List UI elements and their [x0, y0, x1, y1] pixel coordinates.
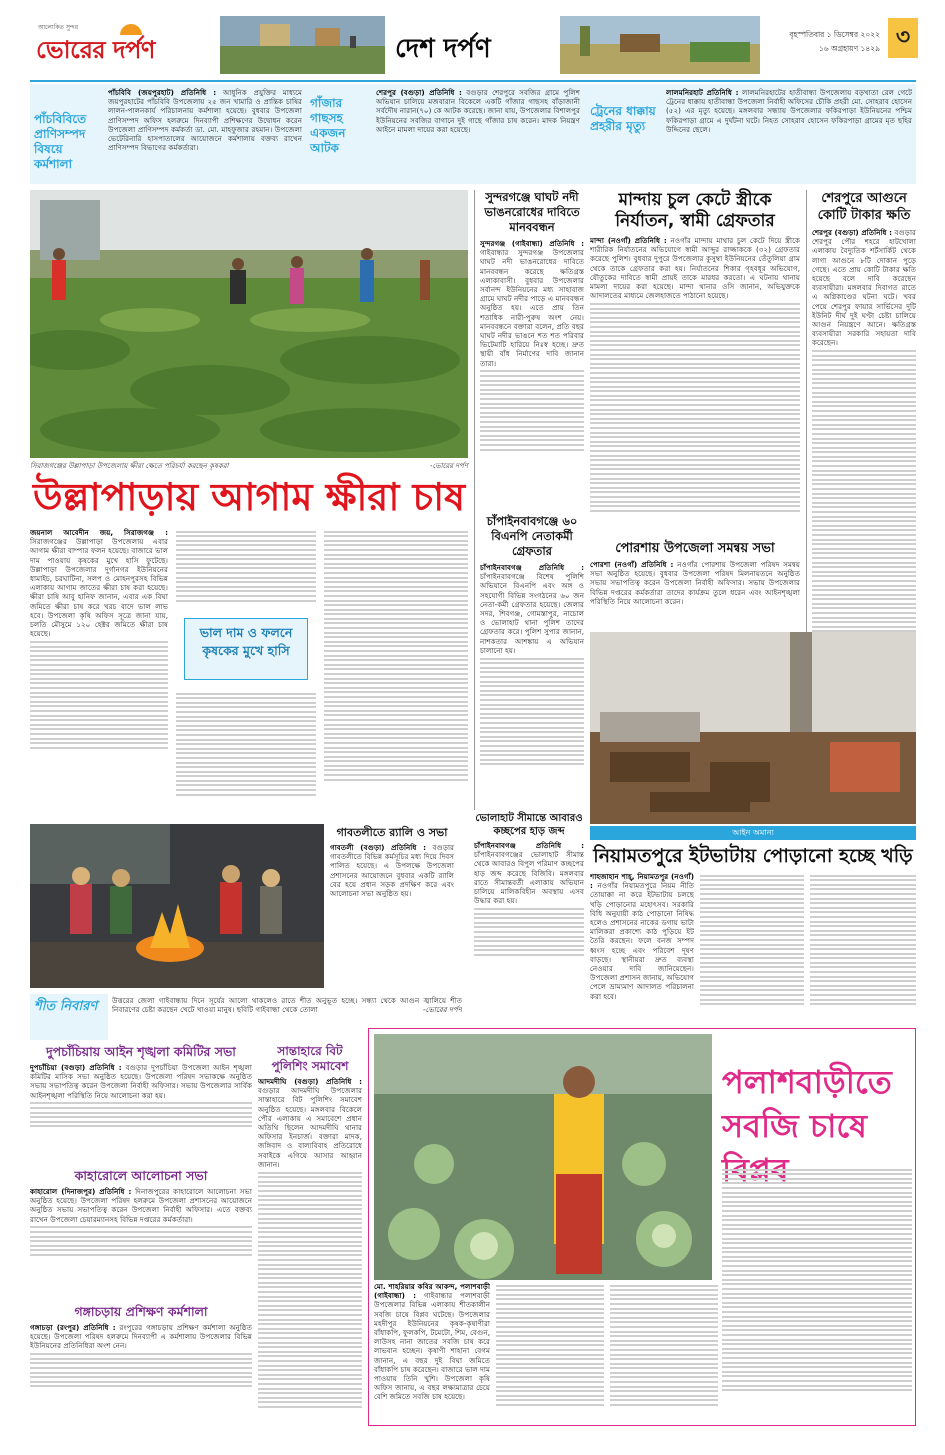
date-line-1: বৃহস্পতিবার ১ ডিসেম্বর ২০২২ — [789, 30, 880, 39]
label-text: আইন অমান্য — [732, 828, 774, 837]
cabbage-field-photo — [374, 1034, 712, 1280]
story-body — [30, 1187, 252, 1299]
divider — [474, 190, 475, 810]
body-text: গাইবান্ধার পলাশবাড়ী উপজেলার বিভিন্ন এলাকায় শীতকালীন সবজি চাষে বিপ্লব ঘটেছে। উপজেলার মহদীপুর ইউনিয়নের কৃষক-কৃষাণীরা বাঁধাকপি, ফুলকপি, টমেটো, শিম, বেগুন, লাউসহ নানা জাতের সবজি চাষ করে লাভবান হচ্ছেন। কৃষাণী শাহানা বেগম জানান, এ বছর দুই বিঘা জমিতে বাঁধাকপি চাষ করেছেন। বাজারে ভাল দাম পাওয়ায় তিনি খুশি। উপজেলা কৃষি অফিস জানায়, এ বছর লক্ষ্যমাত্রার চেয়ে বেশি জমিতে সবজি চাষ হয়েছে। — [374, 1291, 490, 1402]
dateline: গঙ্গাচড়া (রংপুর) প্রতিনিধি : — [30, 1323, 116, 1332]
dateline: পাঁচবিবি (জয়পুরহাট) প্রতিনিধি : — [108, 88, 217, 97]
story-chapai — [480, 514, 584, 814]
body-text: সিরাজগঞ্জের উল্লাপাড়া উপজেলায় এবার আগাম ক্ষীরা বাম্পার ফলন হয়েছে। বাজারে ভাল দাম পাওয়ায় কৃষকের মুখে হাসি ফুটেছে। উল্লাপাড়া উপজেলার দুর্গানগর ইউনিয়নের ধামাইচ, চরঘাটিনা, সলপ ও মোহনপুরসহ বিভিন্ন এলাকায় আগাম জাতের ক্ষীরা চাষ করা হয়েছে। ক্ষীরা চাষি আবু হানিফ জানান, এবার এক বিঘা জমিতে ক্ষীরা চাষ করে খরচ বাদে ভাল লাভ হবে। উপজেলা কৃষি অফিস সূত্রে জানা যায়, চলতি মৌসুমে ১২০ হেক্টর জমিতে ক্ষীরা চাষ হয়েছে। — [30, 537, 168, 639]
pullquote-box — [184, 618, 308, 680]
palash-headline: পলাশবাড়ীতে সবজি চাষে — [722, 1063, 892, 1145]
text-lines — [176, 531, 316, 602]
story-porsha — [590, 540, 800, 630]
col-1 — [590, 872, 694, 1022]
niamatpur-headline: নিয়ামতপুরে ইটভাটায় পোড়ানো হচ্ছে খড়ি — [593, 845, 913, 867]
story-gangachara — [30, 1304, 252, 1424]
story-train — [590, 88, 912, 180]
dateline: সুন্দরগঞ্জ (গাইবান্ধা) প্রতিনিধি : — [480, 239, 584, 248]
body-text: বগুড়ার শেরপুর পৌর শহরে হাটখোলা এলাকায় বৈদ্যুতিক শর্টসার্কিট থেকে লাগা আগুনে ৮টি দোকান পুড়ে গেছে। এতে প্রায় কোটি টাকার ক্ষতি হয়েছে বলে দাবি করেছেন ব্যবসায়ীরা। মঙ্গলবার দিবাগত রাতে এ অগ্নিকাণ্ডের ঘটনা ঘটে। খবর পেয়ে শেরপুর ফায়ার সার্ভিসের দুটি ইউনিট দীর্ঘ দুই ঘণ্টা চেষ্টা চালিয়ে আগুন নিয়ন্ত্রণে আনে। ক্ষতিগ্রস্ত ব্যবসায়ীরা সরকারি সহায়তা দাবি করেছেন। — [812, 228, 916, 348]
logo-text: ভোরের দর্পণ — [36, 36, 155, 64]
col-3 — [324, 528, 468, 818]
story-body — [376, 88, 580, 180]
story-body — [666, 88, 912, 180]
headline: পোরশায় উপজেলা সমন্বয় সভা — [615, 541, 775, 556]
tagline: আলোকিত সুন্দর — [38, 24, 79, 31]
body-text: বগুড়ার দুপচাঁচিয়া উপজেলা আইন শৃঙ্খলা কমিটির মাসিক সভা অনুষ্ঠিত হয়েছে। উপজেলা পরিষদ সভাকক্ষে অনুষ্ঠিত সভায় সভাপতিত্ব করেন উপজেলা নির্বাহী অফিসার। সভায় উপজেলার সার্বিক আইনশৃঙ্খলা পরিস্থিতি নিয়ে আলোচনা করা হয়। — [30, 1063, 252, 1100]
cucumber-field-photo — [30, 190, 468, 458]
caption-dateline: মো. শাহরিয়ার কবির আকন্দ, পলাশবাড়ী (গাইবান্ধা) : — [374, 1282, 490, 1301]
niamatpur-label-bar — [590, 826, 916, 840]
story-body — [330, 843, 454, 929]
palash-right-column — [722, 1166, 912, 1394]
photo-credit: -ভোরের দর্পণ — [429, 462, 468, 470]
dateline: শেরপুর (বগুড়া) প্রতিনিধি : — [812, 228, 893, 237]
col-2 — [700, 872, 804, 1008]
story-gabtoli — [330, 826, 454, 930]
winter-fire-photo — [30, 824, 324, 988]
dateline: মান্দা (নওগাঁ) প্রতিনিধি : — [590, 236, 667, 245]
headline: গাঁজার গাছসহ একজন আটক — [310, 96, 346, 155]
masthead — [30, 14, 916, 76]
photo-credit: -ভোরের দর্পণ — [422, 1005, 462, 1015]
story-kaharol — [30, 1168, 252, 1300]
caption-text: সিরাজগঞ্জের উল্লাপাড়া উপজেলায় ক্ষীরা ক্ষেতে পরিচর্যা করছেন কৃষকরা — [30, 462, 229, 470]
body-text: বগুড়ার শেরপুরে সবজির গ্রামে পুলিশ অভিযান চালিয়ে মজবারান বিকেলে একটি গাঁজার গাছসহ বাঁড়াজানী সর্বদৌষ নারান(৭০) কে আটক করেছে। জানা যায়, উপজেলার বিশালপুর ইউনিয়নের সবজির বাগানে দুই গাছে গাঁজার চাষ করেন। মাদক নিয়ন্ত্রণ আইনে মামলা দায়ের করা হয়েছে। — [376, 88, 580, 134]
headline: ট্রেনের ধাক্কায় প্রহরীর মৃত্যু — [590, 104, 656, 133]
story-santahar — [258, 1044, 362, 1424]
dateline: শাহজাহান শাহ্, নিয়ামতপুর (নওগাঁ) : — [590, 872, 694, 891]
date-line-2: ১৬ অগ্রহায়ণ ১৪২৯ — [818, 44, 880, 53]
col-3 — [810, 872, 916, 1008]
body-text: নওগাঁর পোরশায় উপজেলা পরিষদ সমন্বয় সভা অনুষ্ঠিত হয়েছে। বুধবার উপজেলা পরিষদ মিলনায়তনে অনুষ্ঠিত সভায় সভাপতিত্ব করেন উপজেলা নির্বাহী অফিসার। সভায় উপজেলার বিভিন্ন দপ্তরের কর্মকর্তারা তাদের কার্যক্রম তুলে ধরেন এবং আইনশৃঙ্খলা পরিস্থিতি নিয়ে আলোচনা করেন। — [590, 560, 800, 606]
body-text: লালমনিরহাটের হাতীবান্ধা উপজেলায় বড়খাতা রেল গেটে ট্রেনের ধাক্কায় হাতীবান্ধা উপজেলা নির্বাহী অফিসের চৌকি প্রহরী মো. সোহরাব হোসেন (৫২) এর মৃত্যু হয়েছে। মঙ্গলবার সন্ধ্যায় উপজেলার ফকিরপাড়া ইউনিয়নের পশ্চিম ফকিরপাড়া গ্রামে এ দুর্ঘটনা ঘটে। নিহত সোহরাব হোসেন ফকিরপাড়া গ্রামের মৃত ছহির উদ্দিনের ছেলে। — [666, 88, 912, 134]
dateline: জয়নাল আবেদীন জয়, সিরাজগঞ্জ : — [30, 528, 168, 537]
story-ganja — [310, 88, 580, 180]
body-text: নওগাঁর নিয়ামতপুরে নিয়ম নীতি তোয়াক্কা না করে ইটভাটায় চলছে খড়ি পোড়ানোর মহোৎসব। সরকারি বিধি অনুযায়ী কাঠ পোড়ানো নিষিদ্ধ হলেও প্রশাসনের নাকের ডগায় ভাটা মালিকরা প্রকাশ্যে কাঠ পুড়িয়ে ইট তৈরি করছেন। ফলে বনজ সম্পদ ধ্বংস হচ্ছে এবং পরিবেশ দূষণ বাড়ছে। স্থানীয়রা দ্রুত ব্যবস্থা নেওয়ার দাবি জানিয়েছেন। উপজেলা প্রশাসন জানায়, অভিযোগ পেলে ভ্রাম্যমাণ আদালত পরিচালনা করা হবে। — [590, 881, 694, 1001]
body-text: গাইবান্ধার সুন্দরগঞ্জ উপজেলার ঘাঘট নদী ভাঙনরোধের দাবিতে মানববন্ধন করেছে ক্ষতিগ্রস্ত এলাকাবাসী। বুধবার উপজেলার সর্বানন্দ ইউনিয়নের মধ্য সাহাবাজ গ্রামে ঘাঘট নদীর পাড়ে এ মানববন্ধন অনুষ্ঠিত হয়। এতে প্রায় তিন শতাধিক নারী-পুরুষ অংশ নেয়। মানববন্ধনে বক্তারা বলেন, প্রতি বছর ঘাঘট নদীর ভাঙনে শত শত পরিবার ভিটেমাটি হারিয়ে নিঃস্ব হচ্ছে। দ্রুত স্থায়ী বাঁধ নির্মাণের দাবি জানান তারা। — [480, 248, 584, 368]
headline: মান্দায় চুল কেটে স্ত্রীকে নির্যাতন, স্বামী গ্রেফতার — [615, 190, 775, 231]
body-text: বগুড়ার আদমদীঘি উপজেলার সান্তাহারে বিট পুলিশিং সমাবেশ অনুষ্ঠিত হয়েছে। মঙ্গলবার বিকেলে পৌর এলাকায় এ সমাবেশে প্রধান অতিথি ছিলেন আদমদীঘি থানার অফিসার ইনচার্জ। বক্তারা মাদক, জঙ্গিবাদ ও বাল্যবিবাহ প্রতিরোধে সবাইকে এগিয়ে আসার আহ্বান জানান। — [258, 1086, 362, 1169]
dateline: আদমদীঘি (বগুড়া) প্রতিনিধি : — [258, 1077, 362, 1086]
story-bholahat — [474, 812, 584, 1002]
story-body — [258, 1077, 362, 1417]
story-manda — [590, 190, 800, 540]
body-text: দিনাজপুরের কাহারোলে আলোচনা সভা অনুষ্ঠিত হয়েছে। উপজেলা পরিষদ হলরুমে উপজেলা প্রশাসনের আয়োজনে অনুষ্ঠিত সভায় সভাপতিত্ব করেন উপজেলা নির্বাহী অফিসার। এতে বক্তব্য রাখেন উপজেলা চেয়ারম্যানসহ বিভিন্ন দপ্তরের কর্মকর্তারা। — [30, 1187, 252, 1224]
headline: গঙ্গাচড়ায় প্রশিক্ষণ কর্মশালা — [74, 1304, 208, 1319]
headline: সান্তাহারে বিট পুলিশিং সমাবেশ — [271, 1044, 349, 1073]
story-dupchanchia — [30, 1044, 252, 1164]
section-title: দেশ দর্পণ — [395, 34, 491, 64]
col-1 — [30, 528, 168, 818]
headline: গাবতলীতে র‍্যালি ও সভা — [336, 826, 448, 839]
dateline: কাহারোল (দিনাজপুর) প্রতিনিধি : — [30, 1187, 132, 1196]
story-body — [474, 841, 584, 1001]
body-text: নওগাঁর মান্দায় মাথার চুল কেটে দিয়ে স্ত্রীকে শারীরিক নির্যাতনের অভিযোগে স্বামী আব্দুর রাজ্জাককে (৩২) গ্রেফতার করেছে পুলিশ। বুধবার দুপুরে উপজেলার কুসুম্বা ইউনিয়নের তেঁতুলিয়া গ্রাম থেকে তাকে গ্রেফতার করা হয়। নির্যাতনের শিকার গৃহবধূর অভিযোগ, যৌতুকের দাবিতে স্বামী প্রায়ই তাকে মারধর করতো। এ ঘটনায় থানায় মামলা দায়ের করা হয়েছে। মান্দা থানার ওসি জানান, অভিযুক্তকে আদালতের মাধ্যমে জেলহাজতে পাঠানো হয়েছে। — [590, 236, 800, 301]
photo-caption — [30, 460, 468, 472]
cucumber-story — [30, 528, 468, 818]
dateline: চাঁপাইনবাবগঞ্জ প্রতিনিধি : — [480, 563, 584, 572]
caption-text: উত্তরের জেলা গাইবান্ধায় দিনে সূর্যের আলো থাকলেও রাতে শীত অনুভূত হচ্ছে। সন্ধ্যা থেকে আগুন জ্বালিয়ে শীত নিবারণের চেষ্টা করছেন খেটে খাওয়া মানুষ। ছবিটি গাইবান্ধা থেকে তোলা — [112, 996, 462, 1015]
headline: পাঁচবিবিতে প্রাণিসম্পদ বিষয়ে কর্মশালা — [34, 112, 87, 171]
dateline: লালমনিরহাট প্রতিনিধি : — [666, 88, 739, 97]
dateline: শেরপুর (বগুড়া) প্রতিনিধি : — [376, 88, 462, 97]
headline: দুপচাঁচিয়ায় আইন শৃঙ্খলা কমিটির সভা — [46, 1044, 236, 1059]
masthead-photo-strip-right — [560, 16, 760, 74]
story-body — [590, 236, 800, 536]
headline: শেরপুরে আগুনে কোটি টাকার ক্ষতি — [817, 191, 911, 223]
story-sundarganj — [480, 190, 584, 510]
headline: চাঁপাইনবাবগঞ্জে ৬০ বিএনপি নেতাকর্মী গ্রেফতার — [486, 514, 578, 558]
masthead-rule — [30, 80, 916, 82]
dateline: গাবতলী (বগুড়া) প্রতিনিধি : — [330, 843, 426, 852]
headline: কাহারোলে আলোচনা সভা — [74, 1168, 208, 1183]
dateline: দুপচাঁচিয়া (বগুড়া) প্রতিনিধি : — [30, 1063, 122, 1072]
story-body — [30, 1323, 252, 1423]
page-number — [888, 18, 918, 58]
brick-kiln-photo — [590, 632, 916, 824]
col-3 — [610, 1282, 718, 1409]
logo — [30, 14, 220, 74]
body-text: বগুড়ার গাবতলীতে বিভিন্ন কর্মসূচির মধ্য দিয়ে দিবস পালিত হয়েছে। এ উপলক্ষে উপজেলা প্রশাসনের আয়োজনে বুধবার একটি র‍্যালি বের হয়ে প্রধান সড়ক প্রদক্ষিণ করে এবং আলোচনা সভা অনুষ্ঠিত হয়। — [330, 843, 454, 899]
sun-icon — [118, 20, 144, 36]
story-body — [590, 560, 800, 628]
story-panchbibi — [34, 88, 302, 180]
col-2 — [176, 528, 316, 818]
story-body — [30, 1063, 252, 1163]
page-number-text: ৩ — [895, 25, 911, 50]
headline: ভোলাহাট সীমান্তে আবারও কচ্ছপের হাড় জব্দ — [475, 813, 583, 837]
masthead-photo-strip-left — [220, 16, 385, 74]
dateline: চাঁপাইনবাবগঞ্জ প্রতিনিধি : — [474, 841, 584, 850]
label-text: শীত নিবারণ — [34, 999, 98, 1014]
body-text: চাঁপাইনবাবগঞ্জে বিশেষ পুলিশি অভিযানে বিএনপি এবং অঙ্গ ও সহযোগী বিভিন্ন সংগঠনের ৬০ জন নেতা-কর্মী গ্রেফতার হয়েছে। জেলার সদর, শিবগঞ্জ, গোমস্তাপুর, নাচোল ও ভোলাহাট থানা পুলিশ তাদের গ্রেফতার করে। পুলিশ সুপার জানান, নাশকতার আশঙ্কায় এ অভিযান চালানো হয়। — [480, 572, 584, 655]
story-body — [108, 88, 302, 180]
winter-label — [30, 994, 108, 1040]
pullquote-text: ভাল দাম ও ফলনে কৃষকের মুখে হাসি — [199, 625, 293, 658]
text-lines — [176, 690, 316, 798]
text-lines — [324, 531, 468, 781]
dateline: পোরশা (নওগাঁ) প্রতিনিধি : — [590, 560, 674, 569]
story-body — [480, 563, 584, 807]
story-body — [480, 239, 584, 479]
col-1 — [374, 1282, 490, 1422]
headline: সুন্দরগঞ্জে ঘাঘট নদী ভাঙনরোধের দাবিতে মানববন্ধন — [484, 190, 580, 234]
story-niamatpur — [590, 872, 916, 1022]
body-text: চাঁপাইনবাবগঞ্জের ভোলাহাট সীমান্ত থেকে আবারও বিপুল পরিমাণ কচ্ছপের হাড় জব্দ করেছে বিজিবি। মঙ্গলবার রাতে সীমান্তবর্তী এলাকায় অভিযান চালিয়ে মালিকবিহীন অবস্থায় এসব উদ্ধার করা হয়। — [474, 850, 584, 906]
col-2 — [496, 1282, 604, 1409]
body-text: রংপুরের গঙ্গাচড়ায় প্রশিক্ষণ কর্মশালা অনুষ্ঠিত হয়েছে। উপজেলা পরিষদ হলরুমে দিনব্যাপী এ কর্মশালায় উপজেলার বিভিন্ন ইউনিয়নের প্রতিনিধিরা অংশ নেন। — [30, 1323, 252, 1351]
body-text: আধুনিক প্রযুক্তির মাধ্যমে জয়পুরহাটের পাঁচবিবি উপজেলায় ২৫ জন খামারি ও প্রান্তিক চাষির লালন-পালনকার্য পরিচালনায় কর্মশালা হয়েছে। বুধবার উপজেলা প্রাণিসম্পদ অফিস হলরুমে দিনব্যাপী প্রশিক্ষণের উদ্বোধন করেন উপজেলা প্রাণিসম্পদ কর্মকর্তা ডা. মো. মাহফুজার রহমান। উপজেলা ভেটেরিনারি হাসপাতালের আয়োজনে কর্মশালায় বক্তব্য রাখেন প্রাণিসম্পদ বিভাগের কর্মকর্তারা। — [108, 88, 302, 153]
cucumber-headline: উল্লাপাড়ায় আগাম ক্ষীরা চাষ — [32, 475, 466, 519]
